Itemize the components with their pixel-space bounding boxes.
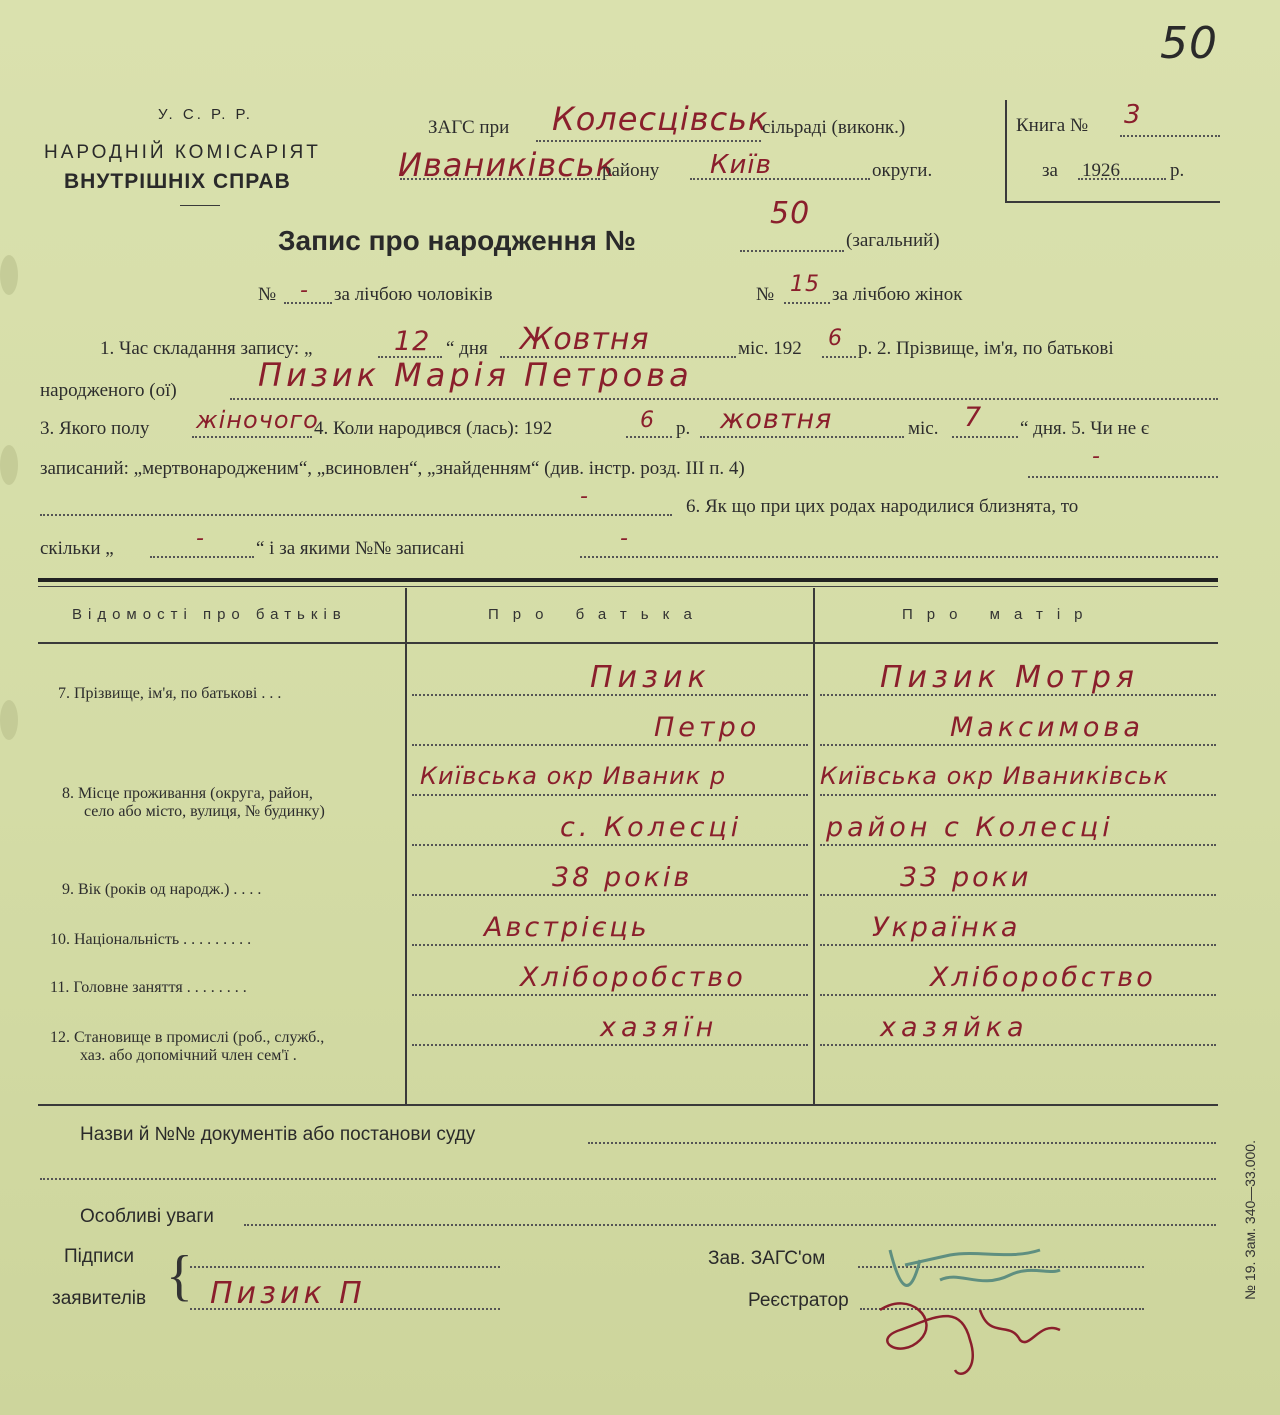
- zags-prefix: ЗАГС при: [428, 117, 510, 138]
- birth-year-label: 4. Коли народився (лась): 192: [314, 418, 553, 439]
- record-number: 50: [770, 196, 811, 231]
- documents-line: [588, 1142, 1216, 1144]
- birth-day-line: [952, 436, 1018, 438]
- sex-line: [192, 436, 312, 438]
- page-number: 50: [1160, 18, 1218, 69]
- stillborn-value: -: [1092, 444, 1101, 469]
- book-box-bottom: [1005, 201, 1220, 203]
- child-name-line: [230, 398, 1218, 400]
- commissariat-line2: ВНУТРІШНІХ СПРАВ: [64, 170, 291, 193]
- mother-line-7: [820, 994, 1216, 996]
- father-nationality: Австрієць: [484, 912, 650, 943]
- stillborn-continuation-value: -: [580, 484, 589, 509]
- stillborn-continuation-line: [40, 514, 672, 516]
- twins-nums-line: [580, 556, 1218, 558]
- mother-line-4: [820, 844, 1216, 846]
- child-name: Пизик Марія Петрова: [258, 356, 693, 394]
- registrar-label: Реєстратор: [748, 1290, 849, 1311]
- row-label-occupation: 11. Головне заняття . . . . . . . .: [50, 979, 247, 996]
- table-top-rule: [38, 578, 1218, 582]
- mother-residence-1: Київська окр Иваниківськ: [820, 762, 1169, 790]
- okrug-label: округи.: [872, 160, 933, 181]
- twins-nums-label: “ і за якими №№ записані: [256, 538, 465, 559]
- father-line-6: [412, 944, 808, 946]
- record-number-line: [740, 250, 844, 252]
- district-label: району: [602, 160, 660, 181]
- birth-month: жовтня: [720, 404, 833, 435]
- birth-month-suffix: міс.: [908, 418, 939, 439]
- sex-value: жіночого: [196, 406, 319, 434]
- head-label: Зав. ЗАГС'ом: [708, 1248, 826, 1269]
- binder-hole: [0, 445, 18, 485]
- row-label-residence-2: село або місто, вулиця, № будинку): [84, 803, 325, 820]
- okrug-value: Київ: [710, 150, 772, 180]
- book-label: Книга №: [1016, 115, 1089, 136]
- mother-line-2: [820, 744, 1216, 746]
- documents-line-2: [40, 1178, 1216, 1180]
- day-value: 12: [394, 326, 431, 357]
- binder-hole: [0, 700, 18, 740]
- name-question: р. 2. Прізвище, ім'я, по батькові: [858, 338, 1114, 359]
- father-line-2: [412, 744, 808, 746]
- mother-age: 33 роки: [900, 862, 1032, 893]
- ussr-label: У. С. Р. Р.: [158, 106, 253, 123]
- father-surname: Пизик: [590, 660, 711, 695]
- book-year: 1926: [1082, 160, 1120, 181]
- twins-count-label: скільки „: [40, 538, 114, 559]
- day-suffix: “ дня: [446, 338, 488, 359]
- men-prefix: №: [258, 284, 277, 305]
- birth-day: 7: [964, 402, 983, 433]
- row-label-name: 7. Прізвище, ім'я, по батькові . . .: [58, 685, 282, 702]
- book-year-suffix: р.: [1170, 160, 1185, 181]
- mother-nationality: Українка: [872, 912, 1021, 943]
- table-top-rule-thin: [38, 586, 1218, 587]
- father-line-8: [412, 1044, 808, 1046]
- birth-year-digit: 6: [640, 408, 655, 433]
- mother-name-2: Максимова: [950, 712, 1144, 743]
- birth-month-line: [700, 436, 904, 438]
- father-line-3: [412, 794, 808, 796]
- row-label-position-1: 12. Становище в промислі (роб., служб.,: [50, 1029, 325, 1046]
- applicant-signature: Пизик П: [210, 1276, 366, 1311]
- stillborn-question: записаний: „мертвонародженим“, „всиновлен“, „знайденням“ (див. інстр. розд. III п. 4): [40, 458, 745, 479]
- header-divider: [180, 205, 220, 206]
- mother-occupation: Хліборобство: [930, 962, 1156, 993]
- child-label: народженого (ої): [40, 380, 177, 401]
- signature-brace: {: [166, 1245, 193, 1307]
- commissariat-line1: НАРОДНІЙ КОМІСАРІЯТ: [44, 142, 321, 163]
- men-value: -: [300, 278, 309, 303]
- women-label: за лічбою жінок: [832, 284, 963, 305]
- father-residence-2: с. Колесці: [560, 812, 743, 843]
- twins-count-line: [150, 556, 254, 558]
- table-bottom-rule: [38, 1104, 1218, 1106]
- birth-year-line: [626, 436, 672, 438]
- twins-nums-value: -: [620, 526, 629, 551]
- year-prefix: міс. 192: [738, 338, 802, 359]
- book-box-left: [1005, 100, 1007, 203]
- time-label: 1. Час складання запису: „: [100, 338, 313, 359]
- district-value: Иваниківськ: [398, 146, 616, 184]
- father-name: Петро: [654, 712, 761, 743]
- mother-line-8: [820, 1044, 1216, 1046]
- row-label-age: 9. Вік (років од народж.) . . . .: [62, 881, 262, 898]
- record-title-suffix: (загальний): [846, 230, 940, 251]
- row-label-position-2: хаз. або допомічний член сем'ї .: [80, 1047, 297, 1064]
- mother-line-5: [820, 894, 1216, 896]
- signatures-label-2: заявителів: [52, 1288, 147, 1309]
- father-line-4: [412, 844, 808, 846]
- book-number-line: [1120, 135, 1220, 137]
- notes-label: Особливі уваги: [80, 1206, 214, 1227]
- birth-day-suffix: “ дня. 5. Чи не є: [1020, 418, 1150, 439]
- twins-question: 6. Як що при цих родах народилися близнята, то: [686, 496, 1079, 517]
- sex-label: 3. Якого полу: [40, 418, 150, 439]
- mother-name-1: Пизик Мотря: [880, 660, 1139, 695]
- book-year-prefix: за: [1042, 160, 1058, 181]
- father-occupation: Хліборобство: [520, 962, 746, 993]
- father-residence-1: Київська окр Иваник р: [420, 762, 727, 790]
- mother-position: хазяйка: [880, 1012, 1029, 1043]
- documents-label: Назви й №№ документів або постанови суду: [80, 1124, 476, 1145]
- zags-village-value: Колесцівськ: [552, 100, 769, 138]
- stillborn-line: [1028, 476, 1218, 478]
- month-value: Жовтня: [520, 322, 650, 357]
- table-col-divider-2: [813, 588, 815, 1106]
- head-signature-scribble: [860, 1220, 1080, 1390]
- col-header-mother: Про матір: [902, 606, 1097, 623]
- mother-residence-2: район с Колесці: [826, 812, 1114, 843]
- side-print-note: № 19. Зам. 340—33.000.: [1242, 1140, 1258, 1300]
- binder-hole: [0, 255, 18, 295]
- row-label-nationality: 10. Національність . . . . . . . . .: [50, 931, 252, 948]
- women-prefix: №: [756, 284, 775, 305]
- year-digit: 6: [828, 326, 843, 351]
- father-age: 38 років: [552, 862, 693, 893]
- book-number: 3: [1124, 100, 1142, 130]
- year-digit-line: [822, 356, 856, 358]
- signatures-label-1: Підписи: [64, 1246, 134, 1267]
- women-line: [784, 302, 830, 304]
- mother-line-3: [820, 794, 1216, 796]
- father-line-7: [412, 994, 808, 996]
- birth-year-suffix: р.: [676, 418, 691, 439]
- mother-line-6: [820, 944, 1216, 946]
- zags-suffix: сільраді (виконк.): [762, 117, 906, 138]
- record-title: Запис про народження №: [278, 225, 636, 256]
- signature-line-1: [190, 1266, 500, 1268]
- twins-count-value: -: [196, 526, 205, 551]
- men-label: за лічбою чоловіків: [334, 284, 493, 305]
- col-header-father: Про батька: [488, 606, 706, 623]
- women-value: 15: [790, 272, 820, 297]
- col-header-info: Відомості про батьків: [72, 606, 347, 623]
- father-position: хазяїн: [600, 1012, 719, 1043]
- table-header-rule: [38, 642, 1218, 644]
- table-col-divider-1: [405, 588, 407, 1106]
- row-label-residence-1: 8. Місце проживання (округа, район,: [62, 785, 313, 802]
- zags-village-line: [536, 140, 761, 142]
- father-line-5: [412, 894, 808, 896]
